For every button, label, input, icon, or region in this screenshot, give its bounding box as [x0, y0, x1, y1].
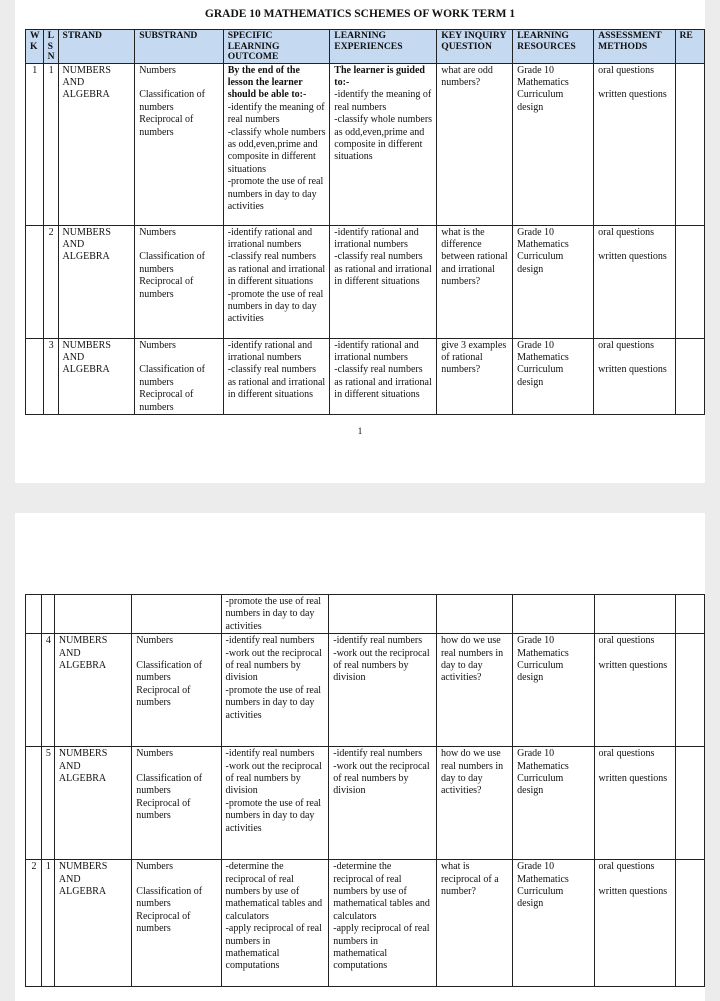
header-experiences: LEARNING EXPERIENCES: [330, 30, 437, 64]
cell-assessment: oral questions written questions: [594, 63, 675, 225]
cell-substrand: [132, 595, 221, 634]
table-row: [26, 338, 705, 414]
header-substrand: SUBSTRAND: [135, 30, 224, 64]
cell-inquiry: [436, 595, 512, 634]
table-row-continuation: [26, 595, 705, 634]
cell-inquiry: give 3 examples of rational numbers?: [437, 338, 513, 414]
cell-remarks: [675, 63, 705, 225]
header-strand: STRAND: [58, 30, 135, 64]
cell-resources: Grade 10 Mathematics Curriculum design: [513, 63, 594, 225]
cell-lesson: 3: [43, 338, 58, 414]
cell-substrand: Numbers Classification of numbers Reciprocal of numbers: [135, 63, 224, 225]
scheme-table-page-2: [25, 594, 705, 987]
document-title: GRADE 10 MATHEMATICS SCHEMES OF WORK TERM 1: [204, 8, 516, 20]
table-header-row: [26, 30, 705, 64]
cell-substrand: Numbers Classification of numbers Reciprocal of numbers: [132, 634, 221, 747]
cell-week: [26, 338, 44, 414]
header-week: W K: [26, 30, 44, 64]
outcome-text: -identify the meaning of real numbers -classify whole numbers as odd,even,prime and composite in different situations -promote the use of real numbers in day to day activities: [227, 101, 326, 212]
cell-experiences: -identify real numbers -work out the reciprocal of real numbers by division: [329, 747, 437, 860]
cell-remarks: [675, 634, 704, 747]
cell-outcome: [223, 63, 330, 225]
cell-resources: Grade 10 Mathematics Curriculum design: [513, 225, 594, 338]
cell-substrand: Numbers Classification of numbers Reciprocal of numbers: [132, 860, 221, 987]
outcome-lead: By the end of the lesson the learner should be able to:-: [227, 64, 307, 101]
header-assessment: ASSESSMENT METHODS: [594, 30, 675, 64]
cell-resources: Grade 10 Mathematics Curriculum design: [513, 860, 594, 987]
document-page-2: [15, 513, 705, 1001]
cell-week: [26, 225, 44, 338]
cell-strand: NUMBERS AND ALGEBRA: [58, 338, 135, 414]
table-row: [26, 634, 705, 747]
page-number: 1: [357, 427, 363, 437]
cell-substrand: Numbers Classification of numbers Reciprocal of numbers: [135, 225, 224, 338]
cell-lesson: 1: [43, 63, 58, 225]
cell-substrand: Numbers Classification of numbers Reciprocal of numbers: [132, 747, 221, 860]
cell-outcome: -identify rational and irrational numbers -classify real numbers as rational and irrational in different situations -promote the use of real numbers in day to day activities: [223, 225, 330, 338]
cell-week: [26, 595, 42, 634]
cell-outcome: -identify real numbers -work out the reciprocal of real numbers by division -promote the use of real numbers in day to day activities: [221, 747, 329, 860]
cell-lesson: 1: [41, 860, 54, 987]
scheme-table-page-1: [25, 29, 705, 415]
cell-lesson: 2: [43, 225, 58, 338]
cell-strand: NUMBERS AND ALGEBRA: [58, 225, 135, 338]
cell-experiences: [329, 595, 437, 634]
cell-outcome: -identify rational and irrational numbers -classify real numbers as rational and irrational in different situations: [223, 338, 330, 414]
cell-inquiry: what is reciprocal of a number?: [436, 860, 512, 987]
cell-experiences: -identify rational and irrational numbers -classify real numbers as rational and irrational in different situations: [330, 225, 437, 338]
cell-strand: NUMBERS AND ALGEBRA: [54, 634, 131, 747]
cell-assessment: oral questions written questions: [594, 225, 675, 338]
cell-lesson: 4: [41, 634, 54, 747]
cell-resources: Grade 10 Mathematics Curriculum design: [513, 634, 594, 747]
header-resources: LEARNING RESOURCES: [513, 30, 594, 64]
cell-assessment: [594, 595, 675, 634]
cell-resources: [513, 595, 594, 634]
header-remarks: RE: [675, 30, 705, 64]
cell-remarks: [675, 225, 705, 338]
cell-outcome: -determine the reciprocal of real numbers by use of mathematical tables and calculators -apply reciprocal of real numbers in mathematical computations: [221, 860, 329, 987]
cell-week: 2: [26, 860, 42, 987]
cell-experiences: -identify rational and irrational numbers -classify real numbers as rational and irrational in different situations: [330, 338, 437, 414]
table-row: [26, 63, 705, 225]
cell-week: [26, 634, 42, 747]
cell-strand: NUMBERS AND ALGEBRA: [58, 63, 135, 225]
cell-strand: [54, 595, 131, 634]
cell-substrand: Numbers Classification of numbers Reciprocal of numbers: [135, 338, 224, 414]
cell-assessment: oral questions written questions: [594, 338, 675, 414]
cell-outcome: -identify real numbers -work out the reciprocal of real numbers by division -promote the use of real numbers in day to day activities: [221, 634, 329, 747]
cell-remarks: [675, 860, 704, 987]
cell-resources: Grade 10 Mathematics Curriculum design: [513, 747, 594, 860]
table-row: [26, 860, 705, 987]
experiences-text: -identify the meaning of real numbers -classify whole numbers as odd,even,prime and composite in different situations: [334, 89, 433, 163]
cell-strand: NUMBERS AND ALGEBRA: [54, 747, 131, 860]
cell-experiences: -determine the reciprocal of real numbers by use of mathematical tables and calculators -apply reciprocal of real numbers in mathematical computations: [329, 860, 437, 987]
cell-assessment: oral questions written questions: [594, 860, 675, 987]
header-outcome: SPECIFIC LEARNING OUTCOME: [223, 30, 330, 64]
cell-remarks: [675, 595, 704, 634]
cell-assessment: oral questions written questions: [594, 634, 675, 747]
cell-lesson: [41, 595, 54, 634]
cell-inquiry: what is the difference between rational and irrational numbers?: [437, 225, 513, 338]
cell-inquiry: how do we use real numbers in day to day activities?: [436, 747, 512, 860]
cell-week: [26, 747, 42, 860]
experiences-lead: The learner is guided to:-: [334, 64, 425, 88]
cell-remarks: [675, 747, 704, 860]
cell-inquiry: what are odd numbers?: [437, 63, 513, 225]
cell-inquiry: how do we use real numbers in day to day activities?: [436, 634, 512, 747]
cell-assessment: oral questions written questions: [594, 747, 675, 860]
cell-strand: NUMBERS AND ALGEBRA: [54, 860, 131, 987]
table-row: [26, 225, 705, 338]
document-page-1: [15, 0, 705, 483]
table-row: [26, 747, 705, 860]
cell-experiences: [330, 63, 437, 225]
header-inquiry: KEY INQUIRY QUESTION: [437, 30, 513, 64]
cell-outcome: -promote the use of real numbers in day to day activities: [221, 595, 329, 634]
cell-experiences: -identify real numbers -work out the reciprocal of real numbers by division: [329, 634, 437, 747]
cell-lesson: 5: [41, 747, 54, 860]
cell-week: 1: [26, 63, 44, 225]
cell-resources: Grade 10 Mathematics Curriculum design: [513, 338, 594, 414]
header-lesson: L S N: [43, 30, 58, 64]
cell-remarks: [675, 338, 705, 414]
